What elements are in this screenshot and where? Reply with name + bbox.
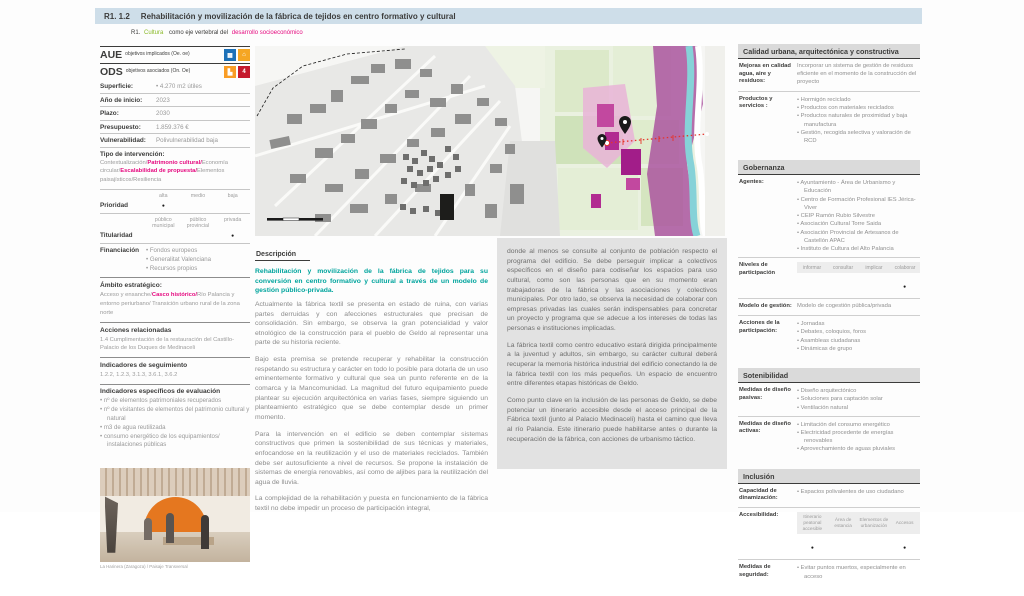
aue-objective-icon: ▦ (224, 49, 236, 61)
aue-row (100, 46, 250, 63)
prioridad-row: Prioridad ● (100, 200, 250, 214)
indicador-item: • m3 de agua reutilizada (100, 424, 250, 433)
aue-label: AUE (100, 49, 123, 61)
ods-sublabel: objetivos asociados (On. Oe) (125, 68, 191, 75)
participation-levels: informar consultar implicar colaborar (797, 262, 920, 273)
aue-objective-icon-2: ⌂ (238, 49, 250, 61)
prioridad-selected-dot (146, 202, 181, 209)
subtitle-axis: desarrollo socioeconómico (231, 30, 303, 36)
description-column-2 (497, 238, 727, 469)
person-silhouette (144, 518, 152, 540)
ods-label: ODS (100, 66, 123, 78)
description-paragraph: Actualmente la fábrica textil se presenta en estado de ruina, con varias partes derruidas y con afecciones estructurales que precisan de consolidación. Sin embargo, se observa la gran potencialidad y valor etnológico de la construcción para el pueblo de Geldo al representar una parte de su historia reciente. (255, 300, 488, 347)
aue-sublabel: objetivos implicados (Oe. oe) (125, 51, 190, 58)
financiacion-row: Financiación • Fondos europeos • Generalitat Valenciana • Recursos propios (100, 244, 250, 278)
subtitle-theme: Cultura (144, 30, 164, 36)
scale-bar (267, 218, 323, 221)
section-title: Sotenibilidad (738, 368, 920, 383)
person-silhouette (201, 515, 209, 549)
ods-row (100, 63, 250, 80)
financiacion-item: • Fondos europeos (146, 247, 250, 256)
description-heading: Descripción (255, 250, 310, 261)
description-paragraph: Para la intervención en el edificio se deben contemplar sistemas constructivos que primen la sostenibilidad de sus técnicas y materiales, enfocandose en la reutilización y el uso de materiales reciclados. También debe ser autosuficiente a nivel de recursos. Se propone la instalación de sistemas de energía renovables, así como de aljibes para la reutilización del agua de lluvia. (255, 430, 488, 486)
participation-selected-dot (889, 275, 920, 293)
strategy-subtitle (131, 30, 303, 36)
photo-caption: La Harinera (Zaragoza) / Paisaje Transversal (100, 564, 188, 570)
route-end-marker (705, 132, 709, 136)
titularidad-row: Titularidad ● (100, 230, 250, 244)
indicadores-seguimiento: Indicadores de seguimiento 1.2.2, 1.2.3, 3.1.3, 3.6.1, 3.6.2 (100, 357, 250, 384)
accessibility-selected-dot (889, 536, 920, 554)
sdg11-icon: ▙ (224, 66, 236, 78)
location-map (255, 46, 725, 236)
titularidad-selected-dot (215, 232, 250, 239)
section-title: Calidad urbana, arquitectónica y constructiva (738, 44, 920, 59)
section-title: Gobernanza (738, 160, 920, 175)
description-paragraph: La fábrica textil como centro educativo estará dirigida principalmente a la juventud y adultos, sin embargo, su carácter cultural deberá recuperar la memoria histórica industrial del edificio conectando la de la fábrica textil con los más pequeños. Un espacio de encuentro entre diferentes etapas históricas de Geldo. (507, 341, 717, 388)
title-bar (95, 8, 922, 24)
subtitle-middle: como eje vertebral del (169, 30, 229, 36)
action-code: R1. 1.2 (104, 11, 130, 21)
landmark-building (440, 194, 454, 220)
subtitle-prefix: R1. (131, 30, 141, 36)
fact-anio-inicio: Año de inicio: 2023 (100, 94, 250, 108)
map-graphic (255, 46, 725, 236)
accessibility-selected-dot (797, 536, 828, 554)
accessibility-columns: Itinerario peatonal accesible Área de estancia Elementos de urbanización Accesos (797, 512, 920, 535)
description-column-1 (255, 243, 488, 521)
description-paragraph: Bajo esta premisa se pretende recuperar y rehabilitar la construcción respetando su estructura y carácter en todo lo posible para dotarla de un uso eminentemente formativo y cultural que sea un punto referente en de la comarca y la Mancomunidad. La magnitud del futuro equipamiento puede plantear su ejecución arquitectónica en varias fases, siempre siguiendo un planteamiento estratégico que se debe contemplar desde un primer momento. (255, 356, 488, 421)
description-paragraph: donde al menos se consulte al conjunto de población respecto el programa del edificio. Se debe perseguir implicar a colectivos específicos en el diseño para codiseñar los espacios para uso cultural, como son las personas que en su momento eran trabajadoras de la fábrica y las asociaciones y colectivos municipales. Por otro lado, se observa la necesidad de colaborar con empresas privadas las cuales serán indispensables para concretar un proyecto y programa que se adecue a los intereses de todas las personas e instituciones implicadas. (507, 248, 717, 333)
indicador-item: • nº de elementos patrimoniales recuperados (100, 397, 250, 406)
section-gobernanza: Gobernanza Agentes: • Ayuntamiento - Área de Urbanismo y Educación • Centro de Formación Profesional IES Jérica-Viver • CEIP Ramón Rubio Silvestre • Asociación Cultural Torre Saida • Asociación Provincial de Artesanos de Castellón APAC • Instituto de Cultura del Alto Palancia Niveles de participación informar consultar implicar colaborar ● Modelo de gestión: Modelo de cogestión pública/privada Acciones de la participación: • Jornadas • Debates, coloquios, foros • Asambleas ciudadanas • Dinámicas de grupo (738, 160, 920, 357)
section-calidad-urbana: Calidad urbana, arquitectónica y constructiva Mejoras en calidad agua, aire y residuos: Incorporar un sistema de gestión de residuos eficiente en el momento de la construcción del proyecto Productos y servicios : • Hormigón reciclado • Productos con materiales reciclados • Productos naturales de proximidad y baja manufactura • Gestión, recogida selectiva y valoración de RCD (738, 44, 920, 149)
tipo-intervencion: Tipo de intervención: Contextualización/Patrimonio cultural/Economía circular/Escalabilidad de propuesta/Elementos paisajísticos/Resiliencia (100, 148, 250, 190)
fact-vulnerabilidad: Vulnerabilidad: Polivulnerabilidad baja (100, 134, 250, 148)
fact-plazo: Plazo: 2030 (100, 107, 250, 121)
fact-superficie: Superficie: • 4.270 m2 útiles (100, 80, 250, 94)
page-title: Rehabilitación y movilización de la fábrica de tejidos en centro formativo y cultural (140, 11, 456, 21)
acciones-relacionadas: Acciones relacionadas 1.4 Cumplimentación de la restauración del Castillo-Palacio de los Duques de Medinaceli (100, 322, 250, 357)
financiacion-item: • Recursos propios (146, 265, 250, 274)
titularidad-header: público municipal público provincial privada (152, 216, 242, 229)
beam-ceiling (100, 468, 250, 496)
person-silhouette (166, 513, 174, 543)
description-paragraph: Como punto clave en la inclusión de las personas de Geldo, se debe potenciar un itinerario accesible desde el acceso principal de la Fábrica textil (junto al Palacio Medinaceli) hasta el camino que lleva al río Palancia. Este itinerario puede habilitarse antes o durante la recuperación de la fábrica, con acciones de urbanismo táctico. (507, 396, 717, 443)
sdg4-icon: 4 (238, 66, 250, 78)
reference-photo (100, 468, 250, 562)
indicador-item: • nº de visitantes de elementos del patrimonio cultural y natural (100, 406, 250, 424)
section-title: Inclusión (738, 469, 920, 484)
section-inclusion: Inclusión Capacidad de dinamización: • Espacios polivalentes de uso ciudadano Accesibilidad: Itinerario peatonal accesible Área de estancia Elementos de urbanización Accesos ● ● Medidas de seguridad: • Evitar puntos muertos, especialmente en acceso (738, 469, 920, 585)
ambito-estrategico: Ámbito estratégico: Acceso y ensanche/Casco histórico/Río Palancia y entorno periurbano/ Transición urbano rural de la zona norte (100, 281, 240, 316)
financiacion-item: • Generalitat Valenciana (146, 256, 250, 265)
criteria-sidebar (738, 44, 920, 596)
fact-sidebar (100, 46, 250, 569)
prioridad-header: alta medio baja (159, 192, 238, 199)
description-paragraph: La complejidad de la rehabilitación y puesta en funcionamiento de la fábrica textil no debe impedir un proceso de participación integral, (255, 495, 488, 513)
indicador-item: • consumo energético de los equipamientos/ instalaciones públicas (100, 433, 250, 451)
indicadores-evaluacion: Indicadores específicos de evaluación • nº de elementos patrimoniales recuperados • nº de visitantes de elementos del patrimonio cultural y natural • m3 de agua reutilizada • consumo energético de los equipamientos/ instalaciones públicas (100, 384, 250, 455)
description-lead: Rehabilitación y movilización de la fábrica de tejidos para su conversión en centro formativo y cultural a través de un modelo de gestión público-privada. (255, 268, 488, 295)
section-sostenibilidad: Sotenibilidad Medidas de diseño pasivas: • Diseño arquitectónico • Soluciones para captación solar • Ventilación natural Medidas de diseño activas: • Limitación del consumo energético • Electricidad procedente de energías renovables • Aprovechamiento de aguas pluviales (738, 368, 920, 458)
fact-presupuesto: Presupuesto: 1.859.376 € (100, 121, 250, 135)
